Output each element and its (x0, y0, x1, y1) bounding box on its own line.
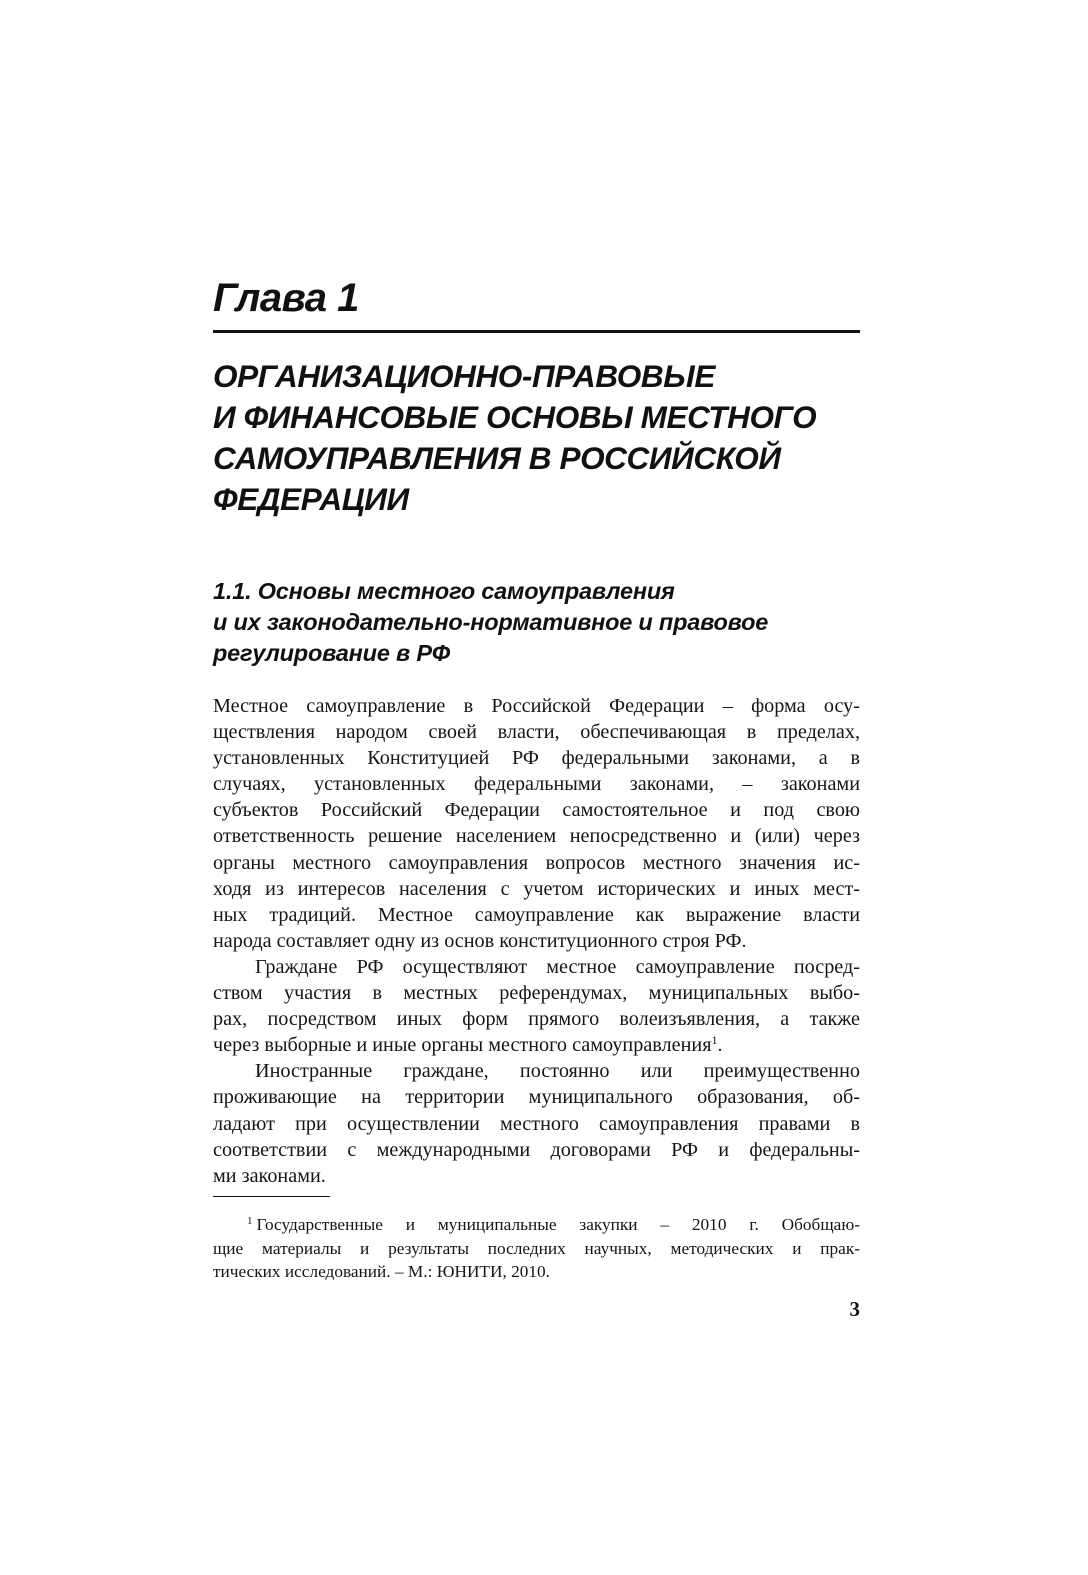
text-line: ходя из интересов населения с учетом исторических и иных мест- (213, 877, 860, 900)
text-line: Граждане РФ осуществляют местное самоуправление посред- (255, 955, 860, 978)
footnote-line-content: Государственные и муниципальные закупки – 2010 г. Обобщаю- (256, 1215, 860, 1234)
text-line: органы местного самоуправления вопросов местного значения ис- (213, 851, 860, 874)
text-line: народа составляет одну из основ конституционного строя РФ. (213, 929, 747, 952)
chapter-title-line: САМОУПРАВЛЕНИЯ В РОССИЙСКОЙ (213, 440, 781, 476)
chapter-title-line: ФЕДЕРАЦИИ (213, 481, 409, 517)
sentence-end: . (717, 1034, 723, 1057)
chapter-title-line: И ФИНАНСОВЫЕ ОСНОВЫ МЕСТНОГО (213, 399, 817, 435)
footnote-line: щие материалы и результаты последних научных, методических и прак- (213, 1238, 860, 1258)
text-line: ных традиций. Местное самоуправление как выражение власти (213, 903, 860, 926)
section-title-line: и их законодательно-нормативное и правовое (213, 609, 769, 635)
text-line: Иностранные граждане, постоянно или преимущественно (255, 1060, 860, 1083)
text-line: случаях, установленных федеральными законами, – законами (213, 773, 860, 796)
text-line: ладают при осуществлении местного самоуправления правами в (213, 1112, 860, 1135)
paragraph-2 (213, 954, 860, 1058)
text-line: субъектов Российский Федерации самостоятельное и под свою (213, 799, 860, 822)
paragraph-3 (213, 1058, 860, 1188)
chapter-title-line: ОРГАНИЗАЦИОННО-ПРАВОВЫЕ (213, 358, 715, 394)
section-title-line: 1.1. Основы местного самоуправления (213, 578, 675, 604)
text-line: соответствии с международными договорами РФ и федеральны- (213, 1138, 860, 1161)
paragraph-1 (213, 693, 860, 954)
section-title-line: регулирование в РФ (213, 640, 450, 666)
text-line (213, 1032, 860, 1058)
footnote-divider (213, 1196, 330, 1197)
text-line: ством участия в местных референдумах, муниципальных выбо- (213, 982, 860, 1005)
section-title (213, 576, 863, 669)
text-line: рах, посредством иных форм прямого волеизъявления, а также (213, 1008, 860, 1031)
text-line-content: через выборные и иные органы местного самоуправления (213, 1034, 712, 1057)
footnote-line: тических исследований. – М.: ЮНИТИ, 2010. (213, 1262, 550, 1281)
text-line: ответственность решение населением непосредственно и (или) через (213, 825, 860, 848)
chapter-divider (213, 330, 860, 333)
body-text (213, 693, 860, 1189)
chapter-label: Глава 1 (213, 276, 359, 320)
text-line: ми законами. (213, 1164, 326, 1187)
chapter-title (213, 356, 863, 520)
text-line: ществления народом своей власти, обеспечивающая в пределах, (213, 721, 860, 744)
text-line: проживающие на территории муниципального образования, об- (213, 1086, 860, 1109)
footnote (213, 1213, 860, 1284)
footnote-mark: 1 (247, 1215, 253, 1227)
text-line: установленных Конституцией РФ федеральными законами, а в (213, 747, 860, 770)
page-number: 3 (849, 1297, 860, 1321)
footnote-line (213, 1213, 860, 1237)
text-line: Местное самоуправление в Российской Федерации – форма осу- (213, 695, 860, 717)
footnote-reference[interactable]: 1 (711, 1033, 718, 1048)
